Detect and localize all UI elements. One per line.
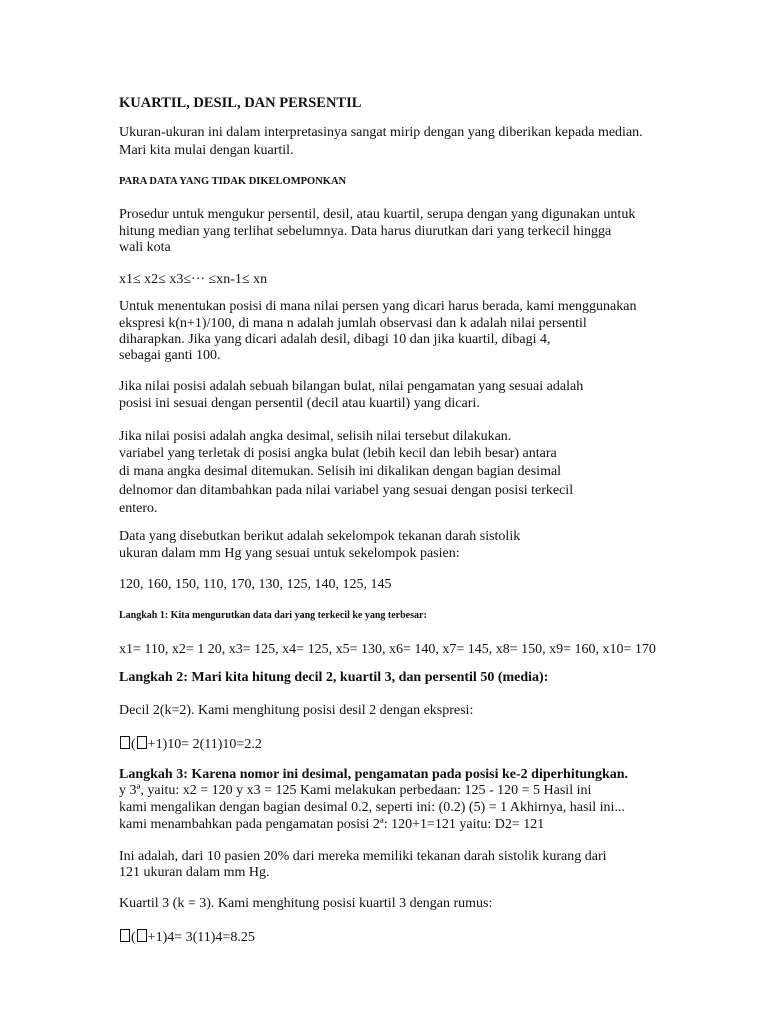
intro-line-1: Ukuran-ukuran ini dalam interpretasinya sangat mirip dengan yang diberikan kepada median. <box>119 125 643 140</box>
position-rule-line-3: diharapkan. Jika yang dicari adalah desil, dibagi 10 dan jika kuartil, dibagi 4, <box>119 332 551 347</box>
step3-line-1: y 3ª, yaitu: x2 = 120 y x3 = 125 Kami melakukan perbedaan: 125 - 120 = 5 Hasil ini <box>119 783 592 798</box>
ordering-expression: x1≤ x2≤ x3≤··· ≤xn-1≤ xn <box>119 272 268 287</box>
decile-formula-paren: ( <box>131 737 136 752</box>
step3-line-3: kami menambahkan pada pengamatan posisi 2ª: 120+1=121 yaitu: D2= 121 <box>119 817 545 832</box>
decimal-rule-line-5: entero. <box>119 501 158 516</box>
missing-glyph-icon <box>120 929 130 942</box>
decimal-rule-line-1: Jika nilai posisi adalah angka desimal, selisih nilai tersebut dilakukan. <box>119 429 512 444</box>
procedure-line-2: hitung median yang terlihat sebelumnya. Data harus diurutkan dari yang terkecil hingga <box>119 224 612 239</box>
document-title: KUARTIL, DESIL, DAN PERSENTIL <box>119 95 362 111</box>
procedure-line-3: wali kota <box>119 240 171 255</box>
decimal-rule-line-3: di mana angka desimal ditemukan. Selisih ini dikalikan dengan bagian desimal <box>119 464 562 479</box>
position-rule-line-4: sebagai ganti 100. <box>119 348 221 363</box>
quartile-formula-rest: +1)4= 3(11)4=8.25 <box>147 930 255 945</box>
decile-formula <box>119 736 262 754</box>
example-intro-line-1: Data yang disebutkan berikut adalah sekelompok tekanan darah sistolik <box>119 529 521 544</box>
decimal-rule-line-2: variabel yang terletak di posisi angka bulat (lebih kecil dan lebih besar) antara <box>119 446 557 461</box>
step2-heading: Langkah 2: Mari kita hitung decil 2, kuartil 3, dan persentil 50 (media): <box>119 670 549 685</box>
missing-glyph-icon <box>120 736 130 749</box>
missing-glyph-icon <box>137 736 147 749</box>
quartile-intro: Kuartil 3 (k = 3). Kami menghitung posisi kuartil 3 dengan rumus: <box>119 896 493 911</box>
decile-intro: Decil 2(k=2). Kami menghitung posisi desil 2 dengan ekspresi: <box>119 703 474 718</box>
position-rule-line-1: Untuk menentukan posisi di mana nilai persen yang dicari harus berada, kami menggunakan <box>119 299 637 314</box>
position-rule-line-2: ekspresi k(n+1)/100, di mana n adalah jumlah observasi dan k adalah nilai persentil <box>119 316 587 331</box>
decimal-rule-line-4: delnomor dan ditambahkan pada nilai variabel yang sesuai dengan posisi terkecil <box>119 483 574 498</box>
step3-line-2: kami mengalikan dengan bagian desimal 0.2, seperti ini: (0.2) (5) = 1 Akhirnya, hasil ini... <box>119 800 625 815</box>
data-values: 120, 160, 150, 110, 170, 130, 125, 140, 125, 145 <box>119 577 392 592</box>
example-intro-line-2: ukuran dalam mm Hg yang sesuai untuk sekelompok pasien: <box>119 546 460 561</box>
missing-glyph-icon <box>137 929 147 942</box>
quartile-formula <box>119 929 255 947</box>
integer-rule-line-1: Jika nilai posisi adalah sebuah bilangan bulat, nilai pengamatan yang sesuai adalah <box>119 379 584 394</box>
section-heading: PARA DATA YANG TIDAK DIKELOMPONKAN <box>119 176 347 187</box>
integer-rule-line-2: posisi ini sesuai dengan persentil (decil atau kuartil) yang dicari. <box>119 396 480 411</box>
quartile-formula-paren: ( <box>131 930 136 945</box>
step3-heading: Langkah 3: Karena nomor ini desimal, pengamatan pada posisi ke-2 diperhitungkan. <box>119 767 629 782</box>
procedure-line-1: Prosedur untuk mengukur persentil, desil, atau kuartil, serupa dengan yang digunakan untuk <box>119 207 636 222</box>
intro-line-2: Mari kita mulai dengan kuartil. <box>119 143 294 158</box>
sorted-values: x1= 110, x2= 1 20, x3= 125, x4= 125, x5= 130, x6= 140, x7= 145, x8= 150, x9= 160, x10= 170 <box>119 642 656 657</box>
interpretation-line-1: Ini adalah, dari 10 pasien 20% dari mereka memiliki tekanan darah sistolik kurang dari <box>119 849 607 864</box>
interpretation-line-2: 121 ukuran dalam mm Hg. <box>119 865 270 880</box>
step1-heading: Langkah 1: Kita mengurutkan data dari yang terkecil ke yang terbesar: <box>119 610 427 621</box>
decile-formula-rest: +1)10= 2(11)10=2.2 <box>147 737 262 752</box>
